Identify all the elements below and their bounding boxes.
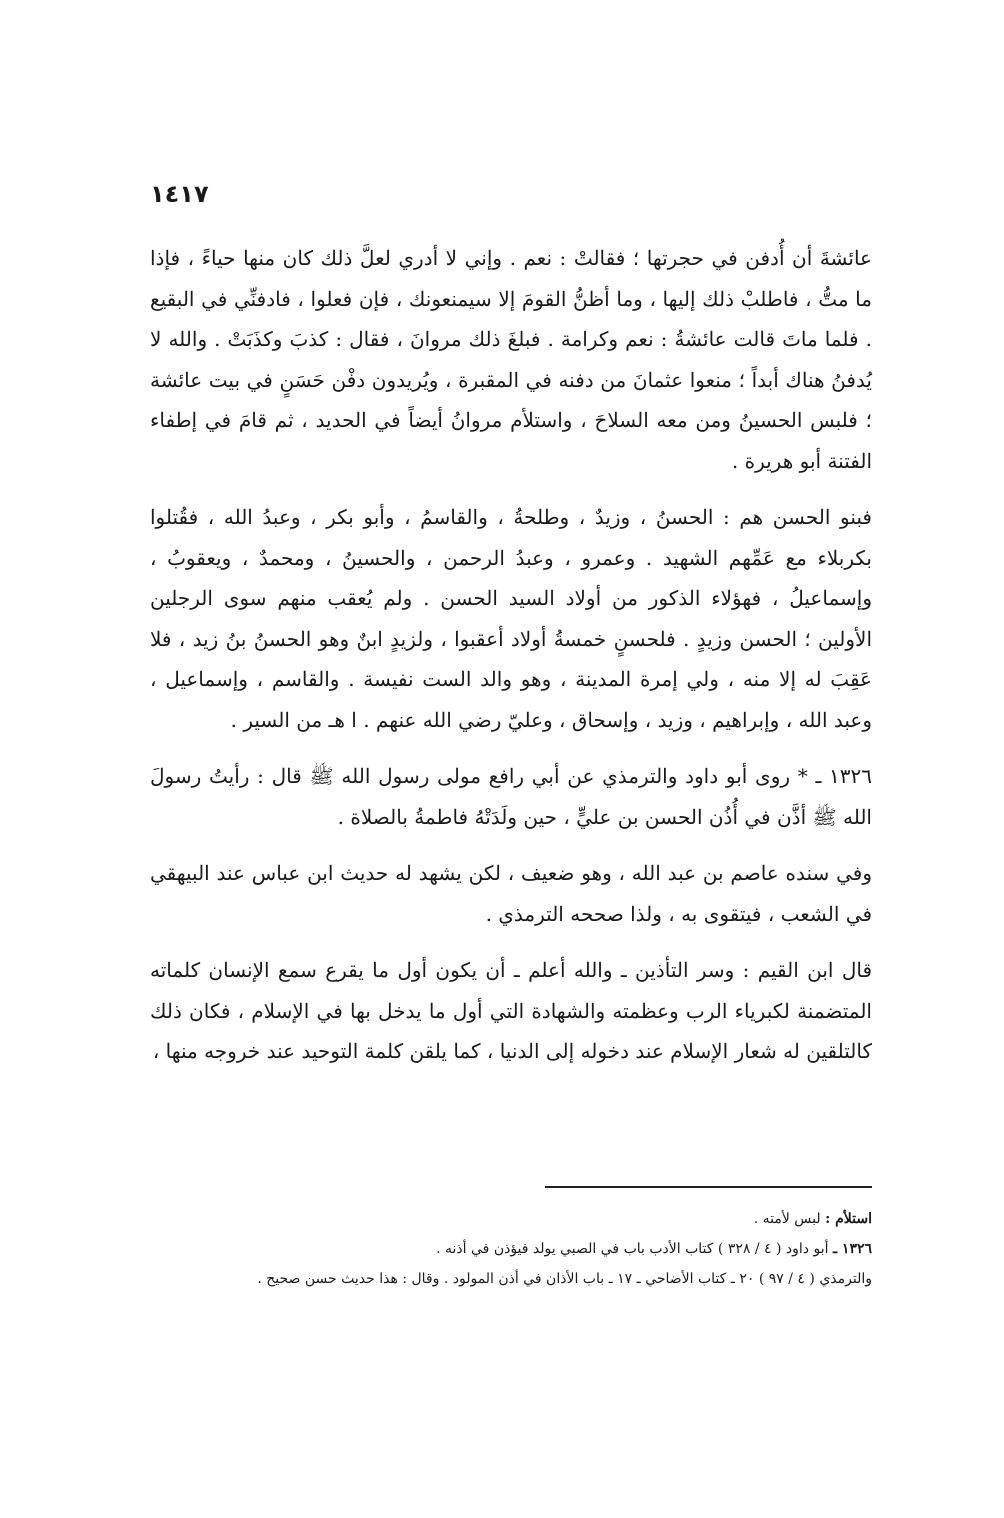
footnote-text: والترمذي ( ٤ / ٩٧ ) ٢٠ ـ كتاب الأضاحي ـ ١٧ ـ باب الأذان في أذن المولود . وقال : هذا حديث حسن صحيح . (257, 1271, 872, 1287)
paragraph-isnad-note: وفي سنده عاصم بن عبد الله ، وهو ضعيف ، لكن يشهد له حديث ابن عباس عند البيهقي في الشعب ، فيتقوى به ، ولذا صححه الترمذي . (150, 861, 872, 926)
footnote-label: استلأم : (825, 1211, 872, 1227)
page-number: ١٤١٧ (150, 180, 209, 208)
paragraph-ibn-qayyim: قال ابن القيم : وسر التأذين ـ والله أعلم ـ أن يكون أول ما يقرع سمع الإنسان كلماته المتضمنة لكبرياء الرب وعظمته والشهادة التي أول ما يدخل بها في الإسلام ، فكان ذلك كالتلقين له شعار الإسلام عند دخوله إلى الدنيا ، كما يلقن كلمة التوحيد عند خروجه منها ، (150, 958, 872, 1063)
footnote-divider (545, 1186, 872, 1188)
footnote (150, 1204, 872, 1234)
paragraph-sons-of-hasan: فبنو الحسن هم : الحسنُ ، وزيدٌ ، وطلحةُ ، والقاسمُ ، وأبو بكر ، وعبدُ الله ، فقُتلوا بكربلاء مع عَمِّهم الشهيد . وعمرو ، وعبدُ الرحمن ، والحسينُ ، ومحمدٌ ، ويعقوبُ ، وإسماعيلُ ، فهؤلاء الذكور من أولاد السيد الحسن . ولم يُعقب منهم سوى الرجلين الأولين ؛ الحسن وزيدٍ . فلحسنٍ خمسةُ أولاد أعقبوا ، ولزيدٍ ابنٌ وهو الحسنُ بنُ زيد ، فلا عَقِبَ له إلا منه ، ولي إمرة المدينة ، وهو والد الست نفيسة . والقاسم ، وإسماعيل ، وعبد الله ، وإبراهيم ، وزيد ، وإسحاق ، وعليّ رضي الله عنهم . ا هـ من السير . (150, 505, 872, 732)
paragraph-hadith-1326: ١٣٢٦ ـ * روى أبو داود والترمذي عن أبي رافع مولى رسول الله ﷺ قال : رأيتُ رسولَ الله ﷺ أذَّن في أُذُن الحسن بن عليٍّ ، حين ولَدَتْهُ فاطمةُ بالصلاة . (150, 764, 872, 829)
footnote-text: أبو داود ( ٤ / ٣٢٨ ) كتاب الأدب باب في الصبي يولد فيؤذن في أذنه . (436, 1241, 829, 1257)
paragraph-burial-dispute: عائشةَ أن أُدفن في حجرتها ؛ فقالتْ : نعم . وإني لا أدري لعلَّ ذلك كان منها حياءً ، فإذا ما متُّ ، فاطلبْ ذلك إليها ، وما أظنُّ القومَ إلا سيمنعونك ، فإن فعلوا ، فادفنِّي في البقيع . فلما ماتَ قالت عائشةُ : نعم وكرامة . فبلغَ ذلك مروانَ ، فقال : كذبَ وكذَبَتْ . والله لا يُدفنُ هناك أبداً ؛ منعوا عثمانَ من دفنه في المقبرة ، ويُريدون دفْن حَسَنٍ في بيت عائشة ؛ فلبس الحسينُ ومن معه السلاحَ ، واستلأم مروانُ أيضاً في الحديد ، ثم قامَ في إطفاء الفتنة أبو هريرة . (150, 246, 872, 473)
footnote-text: لبس لأمته . (753, 1211, 821, 1227)
footnotes (150, 1204, 872, 1294)
main-text (150, 238, 872, 1088)
footnote (150, 1264, 872, 1294)
footnote-label: ١٣٢٦ ـ (832, 1241, 872, 1257)
footnote (150, 1234, 872, 1264)
